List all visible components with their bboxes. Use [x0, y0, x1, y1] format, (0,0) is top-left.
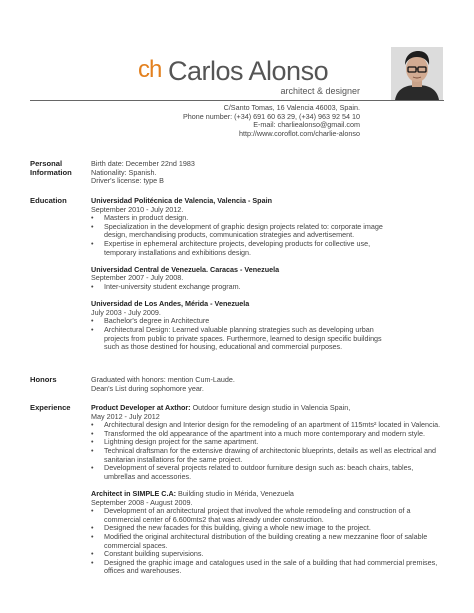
list-item: • Transformed the old appearance of the apartment into a much more contemporary and modern style.: [91, 430, 451, 439]
list-item: • Constant building supervisions.: [91, 550, 451, 559]
section-label-experience: Experience: [30, 403, 71, 412]
section-personal: [91, 160, 451, 186]
section-education: [91, 197, 451, 352]
education-org: Universidad Central de Venezuela. Caracas - Venezuela: [91, 264, 280, 274]
nationality: Nationality: Spanish.: [91, 167, 157, 177]
education-org: Universidad Politécnica de Valencia, Valencia - Spain: [91, 196, 272, 205]
contact-email[interactable]: E-mail: charliealonso@gmail.com: [253, 120, 360, 130]
contact-block: [120, 104, 360, 138]
header-divider: [30, 100, 444, 101]
experience-dates: September 2008 - August 2009.: [91, 497, 193, 507]
list-item: • Designed the new facades for this building, giving a whole new image to the project.: [91, 524, 451, 533]
list-item: • Expertise in ephemeral architecture projects, developing products for collective use, temporary installations and exhibitions design.: [91, 240, 451, 257]
birth-date: Birth date: December 22nd 1983: [91, 159, 195, 168]
education-dates: September 2010 - July 2012.: [91, 204, 184, 214]
list-item: • Modified the original architectural distribution of the building creating a new mezzanine floor of salable commercial spaces.: [91, 533, 451, 550]
candidate-role: architect & designer: [280, 86, 360, 96]
list-item: • Inter-university student exchange program.: [91, 283, 451, 292]
list-item: • Specialization in the development of graphic design projects related to: corporate image design, merchandising products, communication strategies and advertisement.: [91, 223, 451, 240]
contact-address: C/Santo Tomas, 16 Valencia 46003, Spain.: [223, 103, 360, 112]
education-org: Universidad de Los Andes, Mérida - Venezuela: [91, 299, 250, 309]
experience-title: Product Developer at Axthor: Outdoor furniture design studio in Valencia Spain,: [91, 403, 351, 412]
contact-phone: Phone number: (+34) 691 60 63 29, (+34) 963 92 54 10: [182, 111, 360, 121]
list-item: • Bachelor's degree in Architecture: [91, 317, 451, 326]
section-experience: [91, 404, 451, 576]
section-label-personal: Personal Information: [30, 159, 72, 177]
list-item: • Masters in product design.: [91, 214, 451, 223]
education-dates: September 2007 - July 2008.: [91, 273, 184, 283]
honor-item: Dean's List during sophomore year.: [91, 383, 204, 393]
honor-item: Graduated with honors: mention Cum-Laude.: [91, 375, 235, 384]
education-dates: July 2003 - July 2009.: [91, 307, 161, 317]
profile-photo: [391, 47, 443, 100]
list-item: • Lightning design project for the same apartment.: [91, 438, 451, 447]
section-label-honors: Honors: [30, 375, 57, 384]
contact-website[interactable]: http://www.coroflot.com/charlie-alonso: [238, 128, 360, 138]
candidate-name: Carlos Alonso: [168, 56, 329, 86]
list-item: • Development of several projects related to outdoor furniture design such as: beach chairs, tables, umbrellas and accessories.: [91, 464, 451, 481]
experience-title: Architect in SIMPLE C.A: Building studio in Mérida, Venezuela: [91, 488, 294, 498]
section-label-education: Education: [30, 196, 67, 205]
portrait-icon: [391, 47, 443, 100]
list-item: • Technical draftsman for the extensive drawing of architectonic blueprints, details as well as electrical and sanitarian installations for the same project.: [91, 447, 451, 464]
list-item: • Architectural Design: Learned valuable planning strategies such as developing urban projects from public to private spaces. Furthermore, learned to design specific buildings such as those destined for housing, educational and commercial purposes.: [91, 326, 451, 352]
experience-dates: May 2012 - July 2012: [91, 411, 160, 421]
drivers-license: Driver's license: type B: [91, 176, 164, 186]
logo-mark: ch: [138, 56, 162, 83]
list-item: • Architectural design and Interior design for the remodeling of an apartment of 115mts² located in Valencia.: [91, 421, 451, 430]
list-item: • Designed the graphic image and catalogues used in the sale of a building that had commercial premises, offices and warehouses.: [91, 559, 451, 576]
section-honors: [91, 376, 451, 393]
list-item: • Development of an architectural project that involved the whole remodeling and construction of a commercial center of 6.600mts2 that was already under construction.: [91, 507, 451, 524]
